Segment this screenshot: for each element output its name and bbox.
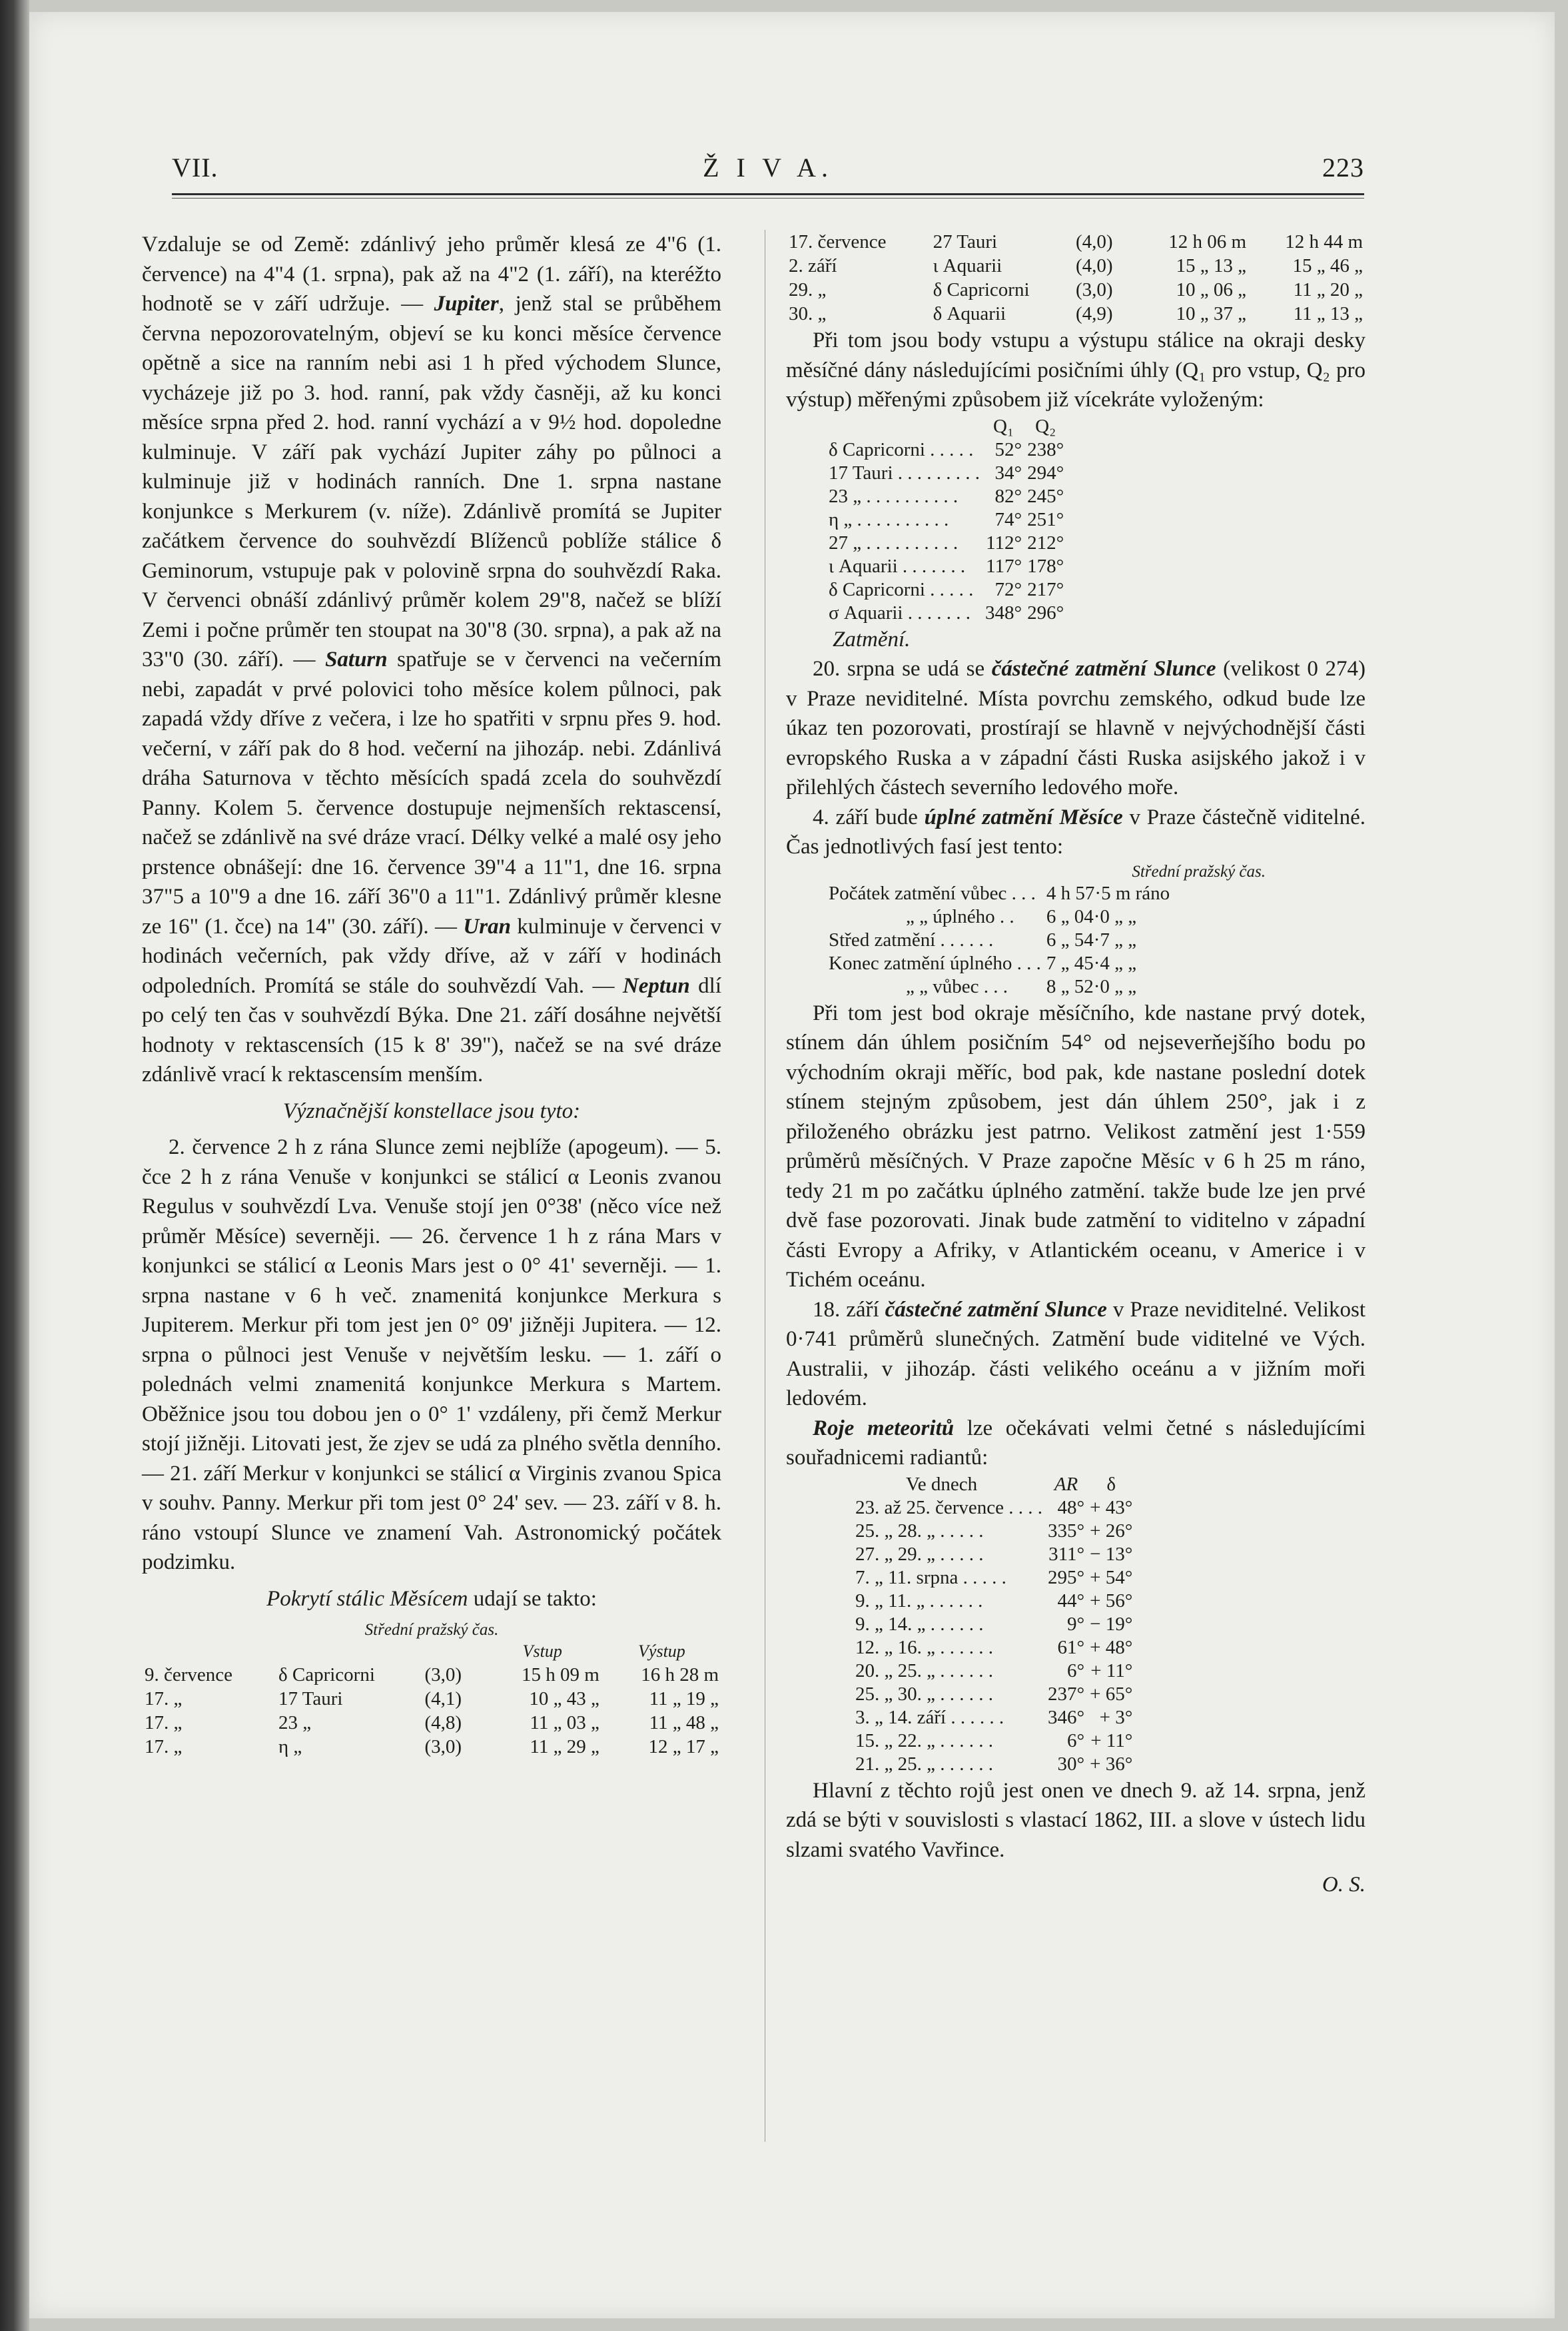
sep-eclipse-title: částečné zatmění Slunce (885, 1297, 1107, 1322)
q1-cell: 52° (994, 438, 1022, 460)
sep-eclipse-date: 18. září (813, 1297, 885, 1322)
eclipse-time-label: Střední pražský čas. (1132, 862, 1266, 881)
meteor-showers-paragraph (786, 1414, 1366, 1473)
page-number: 223 (1322, 153, 1364, 183)
table-row (142, 1735, 721, 1759)
phase-time-cell: 7 „ 45·4 „ „ (1046, 952, 1137, 974)
declination-cell: + 11° (1090, 1659, 1133, 1681)
vystup-label: Výstup (638, 1641, 685, 1661)
declination-cell: + 36° (1090, 1753, 1133, 1775)
aug-eclipse-title: částečné zatmění Slunce (991, 657, 1216, 681)
ar-cell: 295° (1048, 1566, 1085, 1588)
eclipse-details-paragraph: Při tom jest bod okraje měsíčního, kde nastane prvý dotek, stínem dán úhlem posičním 54° od nejseverňejšího bodu po východním okraji měříc, bod pak, kde nastane poslední dotek stínem stejným způsobem, jest dán úhlem 250°, jak i z přiloženého obrázku jest patrno. Velikost zatmění jest 1·559 průměrů měsíčných. V Praze započne Měsíc v 6 h 25 m ráno, tedy 21 m po začátku úplného zatmění. takže bude lze jen prvé dvě fase pozorovati. Jinak bude zatmění to viditelno v západní části Evropy a Afriky, v Atlantickém oceanu, v Americe i v Tichém oceánu. (786, 1001, 1366, 1292)
meteor-header-row (853, 1473, 1135, 1496)
table-row (142, 1711, 721, 1735)
star-cell: σ Aquarii . . . . . . . (829, 602, 971, 624)
meteor-intro-text: lze očekávati velmi četné s následujícími souřadnicemi radiantů: (786, 1416, 1366, 1470)
entry-time-cell: 12 h 06 m (1168, 231, 1247, 252)
declination-cell: + 65° (1090, 1683, 1133, 1705)
magnitude-cell: (4,0) (1075, 231, 1113, 252)
sep-eclipse-text: v Praze neviditelné. Velikost 0·741 průměrů slunečných. Zatmění bude viditelné ve Vých. Australii, v jihozáp. části velikého oceánu a v jižním moři ledovém. (786, 1297, 1366, 1410)
q1-cell: 82° (994, 485, 1022, 507)
volume-number: VII. (172, 153, 218, 183)
declination-cell: + 43° (1090, 1496, 1133, 1518)
star-cell: ι Aquarii (933, 255, 1002, 276)
q-header-row (826, 415, 1066, 438)
table-row (853, 1590, 1135, 1613)
occultation-heading-rest: udají se takto: (468, 1586, 597, 1611)
star-cell: 17 Tauri . . . . . . . . . (829, 462, 980, 484)
table-row (853, 1566, 1135, 1590)
saturn-name: Saturn (325, 648, 388, 672)
table-row (826, 929, 1172, 952)
entry-time-cell: 11 „ 03 „ (530, 1712, 599, 1733)
table-row (786, 230, 1366, 254)
constellations-paragraph: 2. července 2 h z rána Slunce zemi nejblíže (apogeum). — 5. čce 2 h z rána Venuše v konjunkci se stálicí α Leonis zvanou Regulus v souhvězdí Lva. Venuše stojí jen 0°38' (něco více než průměr Měsíce) severněji. — 26. července 1 h z rána Mars v konjunkci se stálicí α Leonis Mars jest o 0° 41' severněji. — 1. srpna nastane v 6 h več. znamenitá konjunkce Merkura s Jupiterem. Merkur při tom jest jen 0° 09' jižněji Jupitera. — 12. srpna o půlnoci jest Venuše v největším lesku. — 1. září o polednách velmi znamenitá konjunkce Merkura s Martem. Oběžnice jsou tou dobou jen o 0° 1' vzdáleny, při čemž Merkur stojí jižněji. Litovati jest, že zjev se udá za plného světla denního. — 21. září Merkur v konjunkci se stálicí α Virginis zvanou Spica v souhv. Panny. Merkur při tom jest 0° 24' sev. — 23. září v 8. h. ráno vstoupí Slunce ve znamení Vah. Astronomický počátek podzimku. (142, 1135, 721, 1574)
occultation-heading-italic: Pokrytí stálic Měsícem (266, 1586, 468, 1611)
table-row (826, 462, 1066, 485)
ar-cell: 44° (1057, 1590, 1085, 1612)
ar-cell: 6° (1067, 1659, 1085, 1681)
ar-cell: 311° (1048, 1543, 1085, 1565)
table-row (853, 1613, 1135, 1636)
aug-eclipse-text: (velikost 0 274) v Praze neviditelné. Místa povrchu zemského, odkud bude lze úkaz ten pozorovati, prostírají se hlavně v nejvýchodnější části evropského Ruska a v západní části Ruska asijského jakož i v přilehlých částech severního ledového moře. (786, 657, 1366, 799)
phase-cell: Konec zatmění úplného . . . (829, 952, 1041, 974)
dates-cell: 23. až 25. července . . . . (855, 1496, 1043, 1518)
date-cell: 17. „ (145, 1736, 183, 1757)
dates-cell: 21. „ 25. „ . . . . . . (855, 1753, 993, 1775)
star-cell: ι Aquarii . . . . . . . (829, 555, 966, 577)
table-row (826, 952, 1172, 975)
exit-time-cell: 12 „ 17 „ (648, 1736, 719, 1757)
perseids-paragraph: Hlavní z těchto rojů jest onen ve dnech 9. až 14. srpna, jenž zdá se býti v souvislosti s vlastací 1862, III. a slove v ústech lidu slzami svatého Vavřince. (786, 1778, 1366, 1862)
aug-eclipse-date: 20. srpna se udá se (813, 657, 992, 681)
star-cell: η „ (278, 1736, 302, 1757)
declination-cell: + 26° (1090, 1520, 1133, 1542)
meteor-title: Roje meteoritů (813, 1416, 955, 1440)
table-row (826, 578, 1066, 602)
table-row (853, 1729, 1135, 1753)
magnitude-cell: (3,0) (424, 1664, 462, 1685)
declination-cell: + 11° (1090, 1729, 1133, 1751)
date-cell: 30. „ (789, 303, 827, 324)
date-cell: 17. července (789, 231, 887, 252)
table-row (786, 278, 1366, 302)
table-row (826, 508, 1066, 532)
header-rule (172, 193, 1364, 195)
star-cell: δ Aquarii (933, 303, 1006, 324)
page-binding-edge (0, 0, 29, 2331)
eclipse-phase-table (826, 882, 1172, 999)
occultation-heading (142, 1584, 721, 1614)
dates-cell: 27. „ 29. „ . . . . . (855, 1543, 984, 1565)
occultation-table-right (786, 230, 1366, 326)
table-row (853, 1659, 1135, 1683)
q2-cell: 212° (1027, 532, 1064, 554)
jupiter-name: Jupiter (434, 292, 499, 316)
table-row (853, 1543, 1135, 1566)
table-row (826, 882, 1172, 905)
occultation-table-left (142, 1640, 721, 1759)
star-cell: 17 Tauri (278, 1688, 343, 1709)
phase-time-cell: 6 „ 04·0 „ „ (1046, 905, 1137, 927)
neptune-name: Neptun (622, 973, 690, 998)
dates-cell: 3. „ 14. září . . . . . . (855, 1706, 1004, 1728)
q2-cell: 217° (1027, 578, 1064, 600)
star-cell: 27 „ . . . . . . . . . . (829, 532, 959, 554)
table-row (826, 532, 1066, 555)
author-signature: O. S. (1322, 1873, 1366, 1897)
entry-time-cell: 10 „ 43 „ (529, 1688, 599, 1709)
occultation-time-label: Střední pražský čas. (364, 1621, 499, 1639)
right-column (786, 230, 1366, 1900)
exit-time-cell: 12 h 44 m (1285, 231, 1363, 252)
dates-cell: 25. „ 28. „ . . . . . (855, 1520, 984, 1542)
table-row (826, 905, 1172, 929)
dates-label: Ve dnech (906, 1473, 978, 1495)
q1-cell: 74° (994, 508, 1022, 530)
date-cell: 17. „ (145, 1688, 183, 1709)
dates-cell: 9. „ 11. „ . . . . . . (855, 1590, 983, 1612)
exit-time-cell: 11 „ 48 „ (649, 1712, 719, 1733)
table-row (826, 602, 1066, 625)
declination-cell: + 3° (1099, 1706, 1133, 1728)
phase-cell: „ „ vůbec . . . (906, 975, 1008, 997)
entry-time-cell: 15 h 09 m (522, 1664, 599, 1685)
entry-time-cell: 11 „ 29 „ (530, 1736, 599, 1757)
table-row (853, 1496, 1135, 1520)
dates-cell: 15. „ 22. „ . . . . . . (855, 1729, 993, 1751)
magnitude-cell: (4,8) (424, 1712, 462, 1733)
phase-time-cell: 6 „ 54·7 „ „ (1046, 929, 1137, 951)
q2-cell: 294° (1027, 462, 1064, 484)
table-row (142, 1687, 721, 1711)
eclipses-heading: Zatmění. (833, 627, 911, 652)
magnitude-cell: (3,0) (1075, 279, 1113, 300)
header-rule-thin (172, 198, 1364, 199)
table-row (786, 302, 1366, 326)
saturn-text: spatřuje se v červenci na večerním nebi, zapadát v prvé polovici toho měsíce kolem půlnoci, pak zapadá vždy dříve z večera, i lze ho spatřiti v srpnu přes 9. hod. večerní, v září pak do 8 hod. večerní na jihozáp. nebi. Zdánlivá dráha Saturnova v těchto měsících spadá zcela do souhvězdí Panny. Kolem 5. července dostupuje nejmenších rektascensí, načež se zdánlivě na své dráze vrací. Délky velké a malé osy jeho prstence obnášejí: dne 16. července 39"4 a 11"1, dne 16. srpna 37"5 a 10"9 a dne 16. září 36"0 a 11"1. Zdánlivý průměr klesne ze 16" (1. čce) na 14" (30. září). — (142, 648, 721, 939)
exit-time-cell: 15 „ 46 „ (1292, 255, 1363, 276)
uranus-text: kulminuje v červenci v hodinách večerních, pak vždy dříve, až v září v hodinách odpoledních. Promítá se stále do souhvězdí Vah. — (142, 914, 721, 998)
ar-cell: 346° (1048, 1706, 1085, 1728)
journal-title: Ž I V A. (703, 153, 833, 183)
lunar-eclipse-text: v Praze částečně viditelné. Čas jednotlivých fasí jest tento: (786, 805, 1366, 859)
entry-time-cell: 10 „ 06 „ (1176, 279, 1247, 300)
q1-cell: 117° (986, 555, 1022, 577)
star-cell: δ Capricorni . . . . . (829, 438, 974, 460)
table-row (826, 485, 1066, 508)
magnitude-cell: (4,1) (424, 1688, 462, 1709)
ar-cell: 48° (1057, 1496, 1085, 1518)
jupiter-text: , jenž stal se průběhem června nepozorovatelným, objeví se ku konci měsíce července opětně a sice na ranním nebi asi 1 h před východem Slunce, vycházeje již po 3. hod. ranní, pak vždy časněji, až ku konci měsíce srpna před 2. hod. ranní vychází a v 9½ hod. dopoledne kulminuje. V září pak vychází Jupiter záhy po půlnoci a kulminuje již v hodinách ranních. Dne 1. srpna nastane konjunkce s Merkurem (v. níže). Zdánlivě promítá se Jupiter začátkem července do souhvězdí Blíženců poblíže stálice δ Geminorum, vstupuje pak v polovině srpna do souhvězdí Raka. V červenci obnáší zdánlivý průměr kolem 29"8, načež se blíží Zemi i počne průměr ten stoupat na 30"8 (30. srpna), a pak až na 33"0 (30. září). — (142, 292, 721, 672)
phase-cell: Počátek zatmění vůbec . . . (829, 882, 1036, 904)
star-cell: 23 „ . . . . . . . . . . (829, 485, 959, 507)
planets-paragraph (142, 230, 721, 1090)
entry-time-cell: 10 „ 37 „ (1176, 303, 1247, 324)
ar-cell: 335° (1048, 1520, 1085, 1542)
mercury-text: Vzdaluje se od Země: zdánlivý jeho průměr klesá ze 4"6 (1. července) na 4"4 (1. srpna), pak až na 4"2 (1. září), na kteréžto hodnotě se v září udržuje. — (142, 233, 721, 316)
constellations-heading: Význačnější konstellace jsou tyto: (282, 1099, 581, 1123)
q1-cell: 112° (986, 532, 1022, 554)
exit-time-cell: 11 „ 20 „ (1293, 279, 1363, 300)
star-cell: δ Capricorni (933, 279, 1030, 300)
entry-time-cell: 15 „ 13 „ (1176, 255, 1247, 276)
lunar-eclipse-date: 4. září bude (813, 805, 925, 829)
declination-cell: − 13° (1090, 1543, 1133, 1565)
q2-cell: 178° (1027, 555, 1064, 577)
declination-cell: + 56° (1090, 1590, 1133, 1612)
left-column (142, 230, 721, 1759)
table-row (142, 1663, 721, 1687)
solar-eclipse-aug-paragraph (786, 654, 1366, 803)
solar-eclipse-sep-paragraph (786, 1295, 1366, 1414)
exit-time-cell: 11 „ 19 „ (649, 1688, 719, 1709)
q2-cell: 296° (1027, 602, 1064, 624)
declination-cell: + 48° (1090, 1636, 1133, 1658)
q2-cell: 238° (1027, 438, 1064, 460)
phase-cell: Střed zatmění . . . . . . (829, 929, 994, 951)
q1-cell: 34° (994, 462, 1022, 484)
ar-cell: 6° (1067, 1729, 1085, 1751)
q1-cell: 72° (994, 578, 1022, 600)
dates-cell: 7. „ 11. srpna . . . . . (855, 1566, 1006, 1588)
dates-cell: 20. „ 25. „ . . . . . . (855, 1659, 993, 1681)
q1-cell: 348° (985, 602, 1022, 624)
ar-cell: 30° (1057, 1753, 1085, 1775)
table-row (826, 438, 1066, 462)
position-angles-paragraph: Při tom jsou body vstupu a výstupu stálice na okraji desky měsíčné dány následujícími posičními úhly (Q₁ pro vstup, Q₂ pro výstup) měřenými způsobem již vícekráte vyloženým: (786, 328, 1366, 412)
declination-cell: − 19° (1090, 1613, 1133, 1635)
star-cell: δ Capricorni (278, 1664, 375, 1685)
date-cell: 29. „ (789, 279, 827, 300)
q2-cell: 251° (1027, 508, 1064, 530)
ar-label: AR (1054, 1473, 1078, 1495)
table-row (853, 1683, 1135, 1706)
lunar-eclipse-paragraph (786, 803, 1366, 862)
magnitude-cell: (3,0) (424, 1736, 462, 1757)
running-header (172, 152, 1364, 192)
declination-label: δ (1106, 1473, 1116, 1495)
uranus-name: Uran (463, 914, 511, 939)
phase-time-cell: 8 „ 52·0 „ „ (1046, 975, 1137, 997)
q2-cell: 245° (1027, 485, 1064, 507)
dates-cell: 12. „ 16. „ . . . . . . (855, 1636, 993, 1658)
declination-cell: + 54° (1090, 1566, 1133, 1588)
star-cell: 23 „ (278, 1712, 312, 1733)
exit-time-cell: 16 h 28 m (641, 1664, 719, 1685)
phase-time-cell: 4 h 57·5 m ráno (1046, 882, 1170, 904)
exit-time-cell: 11 „ 13 „ (1293, 303, 1363, 324)
phase-cell: „ „ úplného . . (906, 905, 1014, 927)
star-cell: δ Capricorni . . . . . (829, 578, 974, 600)
star-cell: 27 Tauri (933, 231, 998, 252)
position-angle-table (826, 415, 1066, 625)
q1-label: Q₁ (993, 415, 1014, 437)
occultation-header-row (142, 1640, 721, 1663)
magnitude-cell: (4,0) (1075, 255, 1113, 276)
table-row (826, 555, 1066, 578)
ar-cell: 61° (1057, 1636, 1085, 1658)
table-row (786, 254, 1366, 278)
date-cell: 17. „ (145, 1712, 183, 1733)
table-row (853, 1706, 1135, 1729)
dates-cell: 9. „ 14. „ . . . . . . (855, 1613, 984, 1635)
table-row (826, 975, 1172, 999)
vstup-label: Vstup (522, 1641, 562, 1661)
table-row (853, 1520, 1135, 1543)
ar-cell: 9° (1067, 1613, 1085, 1635)
neptune-text: dlí po celý ten čas v souhvězdí Býka. Dne 21. září dosáhne největší hodnoty v rektascensích (15 k 8' 39"), načež se na své dráze zdánlivě vrací k rektascensím menším. (142, 973, 721, 1087)
dates-cell: 25. „ 30. „ . . . . . . (855, 1683, 993, 1705)
lunar-eclipse-title: úplné zatmění Měsíce (924, 805, 1123, 829)
star-cell: η „ . . . . . . . . . . (829, 508, 949, 530)
magnitude-cell: (4,9) (1075, 303, 1113, 324)
date-cell: 2. září (789, 255, 837, 276)
table-row (853, 1753, 1135, 1776)
date-cell: 9. července (145, 1664, 233, 1685)
meteor-radiant-table (853, 1473, 1135, 1776)
q2-label: Q₂ (1035, 415, 1056, 437)
table-row (853, 1636, 1135, 1659)
ar-cell: 237° (1048, 1683, 1085, 1705)
